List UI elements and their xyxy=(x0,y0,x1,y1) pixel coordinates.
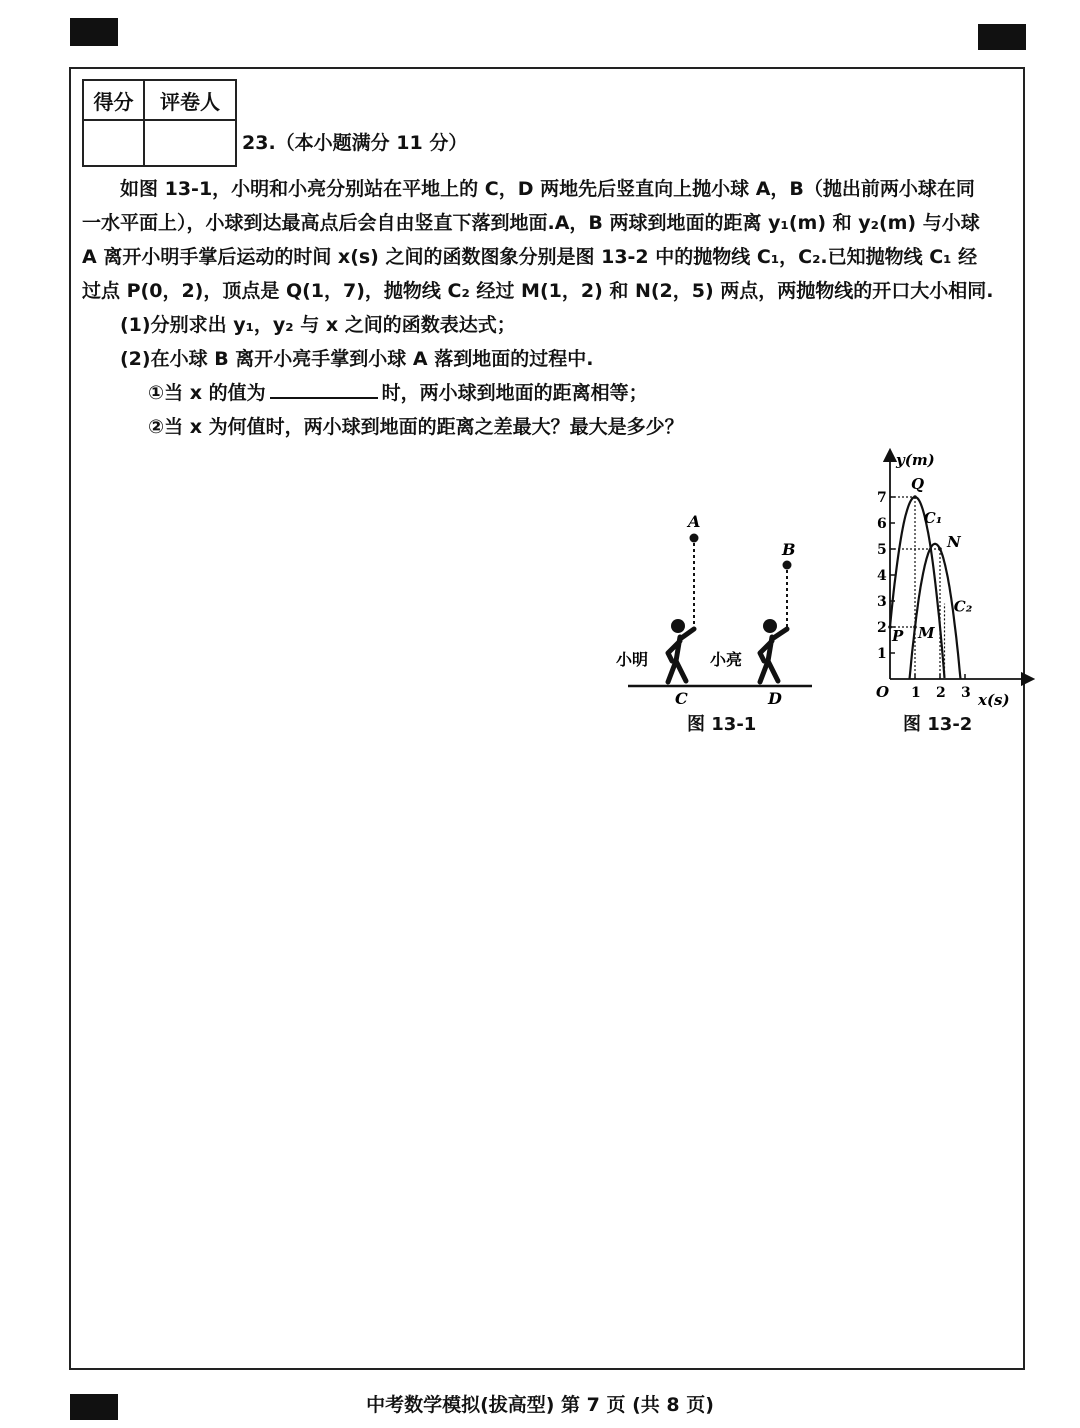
origin-label: O xyxy=(876,683,890,701)
part-2-2: ②当 x 为何值时，两小球到地面的距离之差最大？最大是多少？ xyxy=(148,416,684,438)
ball-a-label: A xyxy=(688,512,701,531)
ball-b xyxy=(783,561,792,570)
intro-line: 如图 13-1，小明和小亮分别站在平地上的 C，D 两地先后竖直向上抛小球 A，B（抛出前两小球在同 xyxy=(120,178,975,200)
person-right-label: 小亮 xyxy=(710,650,743,669)
part-2-1 xyxy=(82,376,1020,410)
intro-line: 过点 P(0，2)，顶点是 Q(1，7)，抛物线 C₂ 经过 M(1，2) 和 N(2，5) 两点，两抛物线的开口大小相同. xyxy=(82,280,994,302)
part-2-1-after: 时，两小球到地面的距离相等； xyxy=(381,382,648,404)
registration-mark-top-right xyxy=(978,24,1026,50)
question-header: 23.（本小题满分 11 分） xyxy=(242,132,468,154)
point-n-label: N xyxy=(947,533,961,551)
figure-13-1-caption: 图 13-1 xyxy=(687,714,757,735)
part-2: (2)在小球 B 离开小亮手掌到小球 A 落到地面的过程中. xyxy=(120,348,594,370)
y-axis-label: y(m) xyxy=(896,451,935,469)
curve-c1-label: C₁ xyxy=(923,509,943,527)
page-footer: 中考数学模拟(拔高型) 第 7 页 (共 8 页) xyxy=(366,1394,714,1416)
ball-a xyxy=(690,534,699,543)
figure-13-1 xyxy=(600,505,825,710)
ball-b-label: B xyxy=(782,540,796,559)
person-xiaoming-icon xyxy=(668,619,694,682)
x-tick-label: 1 xyxy=(911,685,921,701)
point-d-label: D xyxy=(768,689,782,708)
point-p-label: P xyxy=(892,627,904,645)
y-tick-label: 5 xyxy=(877,542,887,558)
figure-13-2 xyxy=(860,445,1040,715)
x-axis-label: x(s) xyxy=(978,691,1010,709)
y-tick-label: 4 xyxy=(877,568,887,584)
score-table xyxy=(82,79,237,167)
point-q-label: Q xyxy=(911,475,925,493)
intro-line: 一水平面上），小球到达最高点后会自由竖直下落到地面.A，B 两球到地面的距离 y₁(m) 和 y₂(m) 与小球 xyxy=(82,212,980,234)
y-tick-label: 1 xyxy=(877,646,887,662)
y-tick-label: 7 xyxy=(877,490,887,506)
point-n xyxy=(938,547,942,551)
grader-label: 评卷人 xyxy=(144,80,236,120)
grader-cell xyxy=(144,120,236,166)
question-body xyxy=(82,172,1020,444)
score-label: 得分 xyxy=(83,80,144,120)
curve-c2-label: C₂ xyxy=(953,597,973,616)
part-2-1-before: ①当 x 的值为 xyxy=(148,382,266,404)
person-xiaoliang-icon xyxy=(760,619,787,682)
point-m xyxy=(913,625,917,629)
y-tick-label: 2 xyxy=(877,620,887,636)
point-m-label: M xyxy=(918,624,935,642)
figure-13-2-caption: 图 13-2 xyxy=(903,714,973,735)
y-tick-label: 3 xyxy=(877,594,887,610)
part-1: (1)分别求出 y₁，y₂ 与 x 之间的函数表达式； xyxy=(120,314,516,336)
point-q xyxy=(913,495,917,499)
person-left-label: 小明 xyxy=(616,650,649,669)
x-tick-label: 2 xyxy=(936,685,946,701)
registration-mark-top-left xyxy=(70,18,118,46)
x-tick-label: 3 xyxy=(961,685,971,701)
y-tick-label: 6 xyxy=(877,516,887,532)
answer-blank[interactable] xyxy=(270,379,378,399)
score-cell xyxy=(83,120,144,166)
intro-line: A 离开小明手掌后运动的时间 x(s) 之间的函数图象分别是图 13-2 中的抛物线 C₁，C₂.已知抛物线 C₁ 经 xyxy=(82,246,978,268)
point-c-label: C xyxy=(675,689,688,708)
